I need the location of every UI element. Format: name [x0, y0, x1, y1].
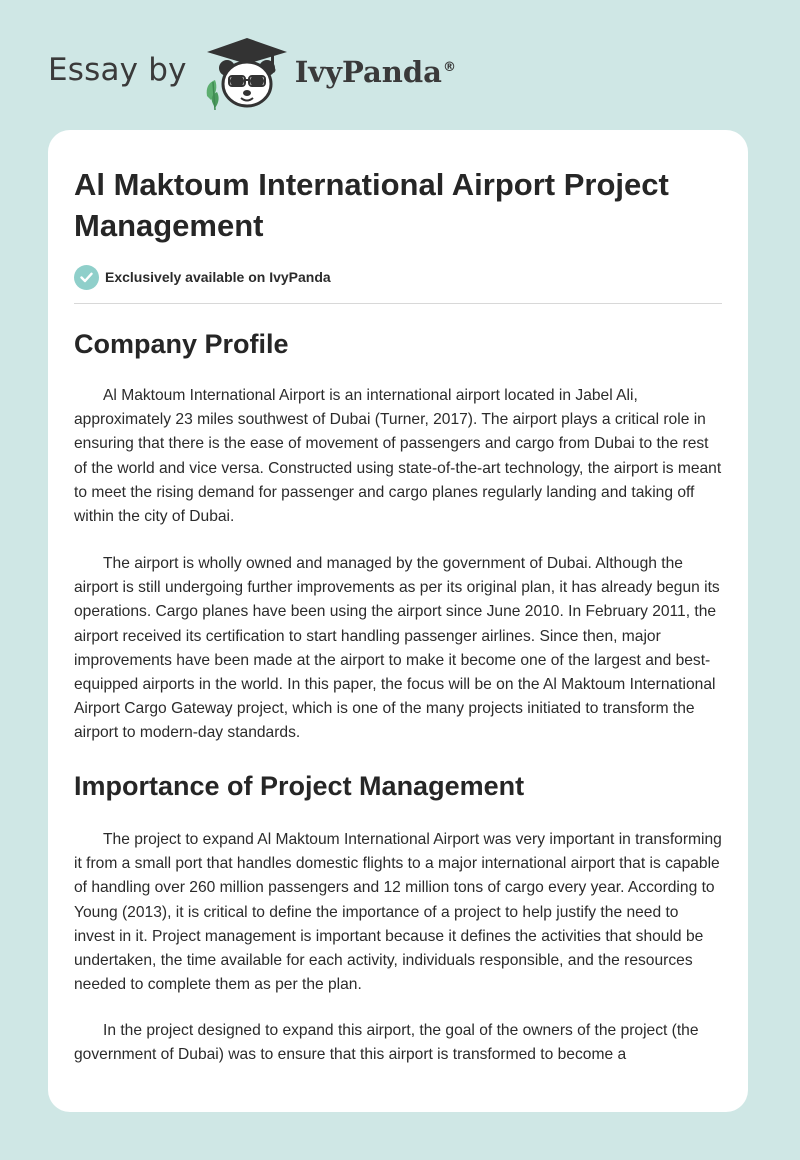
section-heading-company-profile: Company Profile	[74, 329, 289, 359]
registered-mark: ®	[442, 60, 456, 76]
site-header	[48, 34, 456, 114]
divider	[74, 303, 722, 304]
panda-graduate-icon[interactable]	[201, 34, 293, 114]
check-circle-icon	[74, 265, 99, 290]
page-title: Al Maktoum International Airport Project Management	[74, 167, 669, 243]
paragraph: Al Maktoum International Airport is an international airport located in Jabel Ali, approximately 23 miles southwest of Dubai (Turner, 2017). The airport plays a critical role in ensuring that there is the ease of movement of passengers and cargo from Dubai to the rest of the world and vice versa. Constructed using state-of-the-art technology, the airport is meant to meet the rising demand for passenger and cargo planes regularly landing and taking off within the city of Dubai.	[74, 387, 722, 526]
brand-name[interactable]: IvyPanda®	[294, 55, 456, 89]
exclusive-badge	[74, 264, 331, 290]
section-heading-importance: Importance of Project Management	[74, 771, 525, 801]
essay-card	[48, 130, 748, 1112]
paragraph: In the project designed to expand this airport, the goal of the owners of the project (the government of Dubai) was to ensure that this airport is transformed to become a	[74, 1022, 699, 1064]
paragraph: The project to expand Al Maktoum International Airport was very important in transforming it from a small port that handles domestic flights to a major international airport that is capable of handling over 260 million passengers and 12 million tons of cargo every year. According to Young (2013), it is critical to define the importance of a project to help justify the need to invest in it. Project management is important because it defines the activities that should be undertaken, the time available for each activity, individuals responsible, and the resources needed to complete them as per the plan.	[74, 831, 722, 994]
essay-by-label: Essay by	[48, 52, 187, 88]
badge-label: Exclusively available on IvyPanda	[105, 269, 331, 285]
paragraph: The airport is wholly owned and managed by the government of Dubai. Although the airport is still undergoing further improvements as per its original plan, it has already begun its operations. Cargo planes have been using the airport since June 2010. In February 2011, the airport received its certification to start handling passenger airlines. Since then, major improvements have been made at the airport to make it become one of the largest and best-equipped airports in the world. In this paper, the focus will be on the Al Maktoum International Airport Cargo Gateway project, which is one of the many projects initiated to transform the airport to modern-day standards.	[74, 555, 720, 742]
